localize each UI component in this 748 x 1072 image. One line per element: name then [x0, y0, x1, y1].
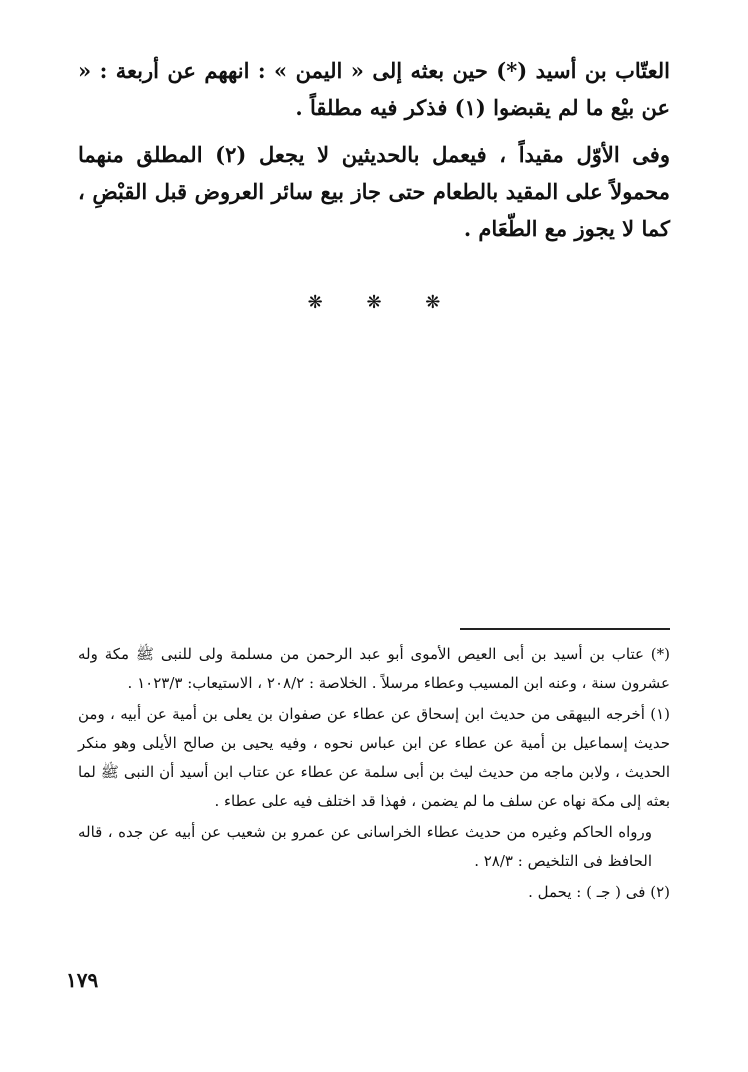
- main-paragraph-2: وفى الأوّل مقيداً ، فيعمل بالحديثين لا يجعل (٢) المطلق منهما محمولاً على المقيد بالطعام حتى جاز بيع سائر العروض قبل القبْضِ ، كما لا يجوز مع الطّعَام .: [78, 142, 670, 241]
- footnote-1-continued: ورواه الحاكم وغيره من حديث عطاء الخراسانى عن عمرو بن شعيب عن أبيه عن جده ، قاله الحافظ فى التلخيص : ٢٨/٣ .: [78, 823, 652, 870]
- main-text-body: [78, 52, 670, 257]
- separator-star: ❋: [366, 292, 382, 313]
- footnote-2: (٢) فى ( جـ ) : يحمل .: [528, 883, 670, 901]
- footnote-asterisk: (*) عتاب بن أسيد بن أبى العيص الأموى أبو عبد الرحمن من مسلمة ولى للنبى ﷺ مكة وله عشرون سنة ، وعنه ابن المسيب وعطاء مرسلاً . الخلاصة : ٢٠٨/٢ ، الاستيعاب: ١٠٢٣/٣ .: [78, 645, 670, 692]
- footnote-1: (١) أخرجه البيهقى من حديث ابن إسحاق عن عطاء عن صفوان بن يعلى بن أمية عن أبيه ، ومن حديث إسماعيل بن أمية عن عطاء عن ابن عباس نحوه ، وفيه يحيى بن صالح الأيلى وهو منكر الحديث ، ولابن ماجه من حديث ليث بن أبى سلمة عن عطاء عن عتاب ابن أسيد أن النبى ﷺ لما بعثه إلى مكة نهاه عن سلف ما لم يضمن ، فهذا قد اختلف فيه على عطاء .: [78, 705, 671, 810]
- separator-star: ❋: [425, 292, 441, 313]
- page-number: ١٧٩: [66, 968, 99, 992]
- footnote-rule: [460, 628, 670, 630]
- footnotes-block: [78, 640, 670, 909]
- main-paragraph-1: العتّاب بن أسيد (*) حين بعثه إلى « اليمن » : انههم عن أربعة : « عن بيْع ما لم يقبضوا (١) فذكر فيه مطلقاً .: [78, 58, 670, 120]
- separator-star: ❋: [307, 292, 323, 313]
- section-separator: [0, 292, 748, 313]
